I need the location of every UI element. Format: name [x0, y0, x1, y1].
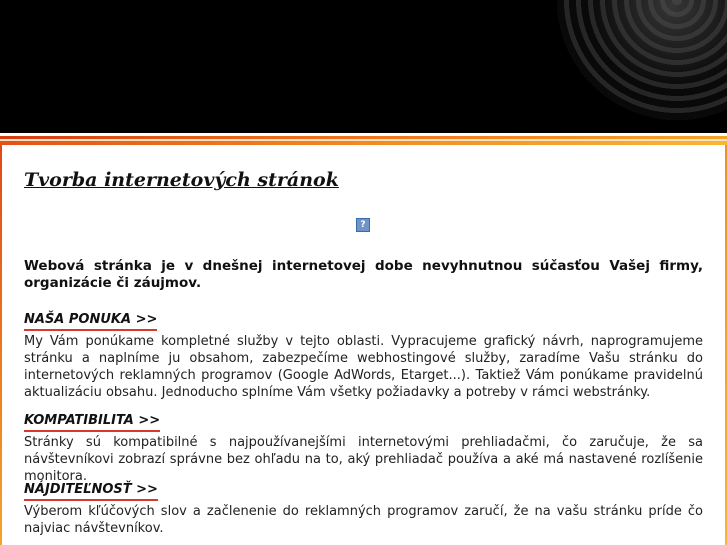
- section-findability-heading[interactable]: NÁJDITEĽNOSŤ >>: [24, 482, 158, 501]
- section-offer-text: My Vám ponúkame kompletné služby v tejto oblasti. Vypracujeme grafický návrh, naprogramujeme stránku a naplníme ju obsahom, zabezpečíme webhostingové služby, zaradíme Vašu stránku do internetových reklamných programov (Google AdWords, Etarget...). Taktiež Vám ponúkame pravidelnú aktualizáciu obsahu. Jednoducho splníme Vám všetky požiadavky a potreby v rámci webstránky.: [24, 334, 703, 400]
- section-compatibility-text: Stránky sú kompatibilné s najpoužívanejšími internetovými prehliadačmi, čo zaručuje, že sa návštevníkovi zobrazí správne bez ohľadu na to, aký prehliadač používa a aké má nastavené rozlíšenie monitora.: [24, 435, 703, 484]
- header-banner: [0, 0, 727, 133]
- section-findability: [24, 478, 703, 537]
- section-findability-text: Výberom kľúčových slov a začlenenie do reklamných programov zaručí, že na vašu stránku príde čo najviac návštevníkov.: [24, 504, 703, 536]
- section-offer-heading[interactable]: NAŠA PONUKA >>: [24, 312, 157, 331]
- broken-image-icon: [356, 218, 370, 232]
- section-compatibility: [24, 409, 703, 485]
- left-border: [0, 145, 2, 545]
- intro-paragraph: Webová stránka je v dnešnej internetovej dobe nevyhnutnou súčasťou Vašej firmy, organizácie či záujmov.: [24, 258, 703, 291]
- page-title: Tvorba internetových stránok: [24, 169, 339, 191]
- header-orange-stripe-lower: [0, 141, 727, 145]
- section-offer: [24, 308, 703, 401]
- section-compatibility-heading[interactable]: KOMPATIBILITA >>: [24, 413, 160, 432]
- broken-image-glyph: ?: [360, 220, 366, 230]
- main-content: [24, 168, 703, 536]
